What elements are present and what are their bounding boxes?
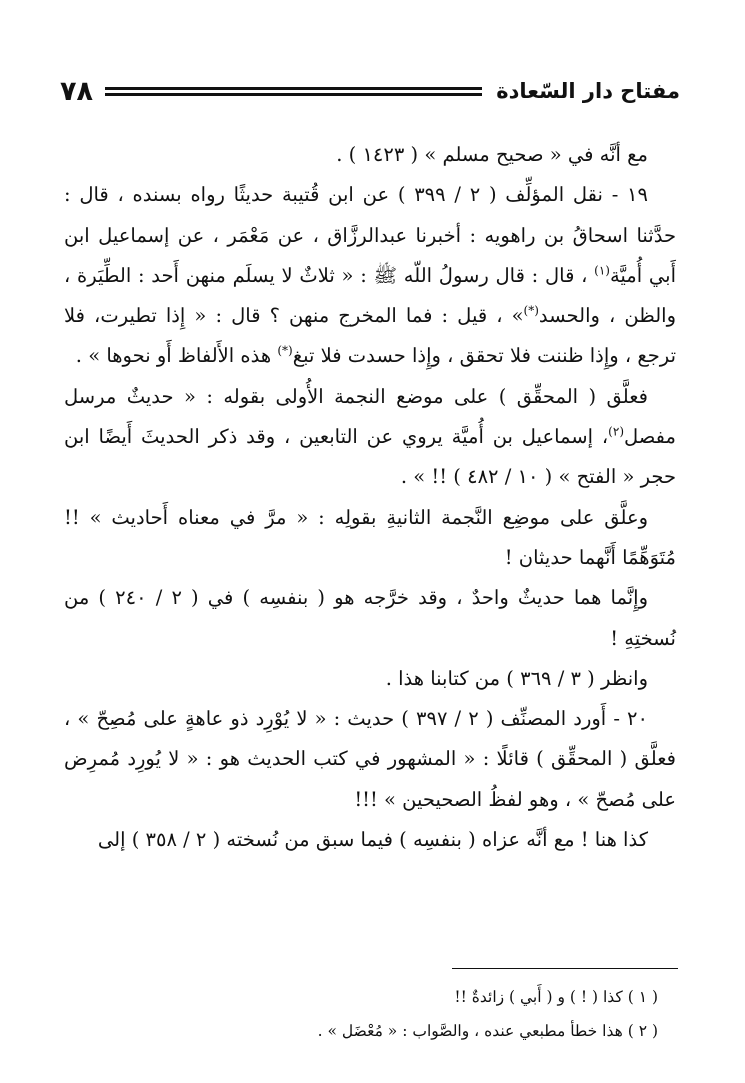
paragraph-2-text-d: هذه الأَلفاظ أَو نحوها » .	[75, 344, 278, 368]
page-number: ٧٨	[60, 75, 93, 107]
asterisk-ref-2: (*)	[277, 343, 293, 358]
header-rule-line-top	[105, 87, 482, 90]
asterisk-ref-1: (*)	[523, 303, 539, 318]
paragraph-8: كذا هنا ! مع أنَّه عزاه ( بنفسِه ) فيما سبق من نُسخته ( ٢ / ٣٥٨ ) إلى	[97, 828, 648, 852]
paragraph-5: وإِنَّما هما حديثٌ واحدٌ ، وقد خرَّجه هو ( بنفسِه ) في ( ٢ / ٢٤٠ ) من نُسختِهِ !	[64, 586, 676, 650]
paragraph-2	[64, 175, 676, 376]
header-rule-line-bottom	[105, 93, 482, 96]
footnote-1: ( ١ ) كذا ( ! ) و ( أَبي ) زائدةٌ !!	[454, 988, 658, 1006]
paragraph-6: وانظر ( ٣ / ٣٦٩ ) من كتابنا هذا .	[385, 666, 648, 690]
paragraph-1: مع أنَّه في « صحيح مسلم » ( ١٤٢٣ ) .	[336, 143, 648, 166]
paragraph-2-text-c: » ، قيل : فما المخرج منهن ؟ قال : « إِذا تطيرت، فلا ترجع ، وإِذا ظننت فلا تحقق ، وإِذا حسدت فلا تبغ	[64, 304, 676, 368]
paragraph-7: ٢٠ - أَورد المصنِّف ( ٢ / ٣٩٧ ) حديث : « لا يُوْرِد ذو عاهةٍ على مُصِحّ » ، فعلَّق ( المحقِّق ) قائلًا : « المشهور في كتب الحديث هو : « لا يُورِد مُمرِض على مُصحّ » ، وهو لفظُ الصحيحين » !!!	[64, 707, 676, 811]
footnote-separator	[452, 968, 678, 969]
page-header	[60, 74, 680, 108]
running-title: مفتاح دار السّعادة	[496, 79, 680, 103]
paragraph-2-text-a: ١٩ - نقل المؤلِّف ( ٢ / ٣٩٩ ) عن ابن قُتيبة حديثًا رواه بسنده ، قال : حدَّثنا اسحاقُ بن راهويه : أخبرنا عبدالرزَّاق ، عن مَعْمَر ، عن إسماعيل ابن أَبي أُميَّة	[64, 183, 676, 287]
footnote-ref-2: (٢)	[608, 424, 624, 439]
paragraph-3	[64, 377, 676, 498]
paragraph-4: وعلَّق على موضِع النَّجمة الثانيةِ بقولِه : « مرَّ في معناه أَحاديث » !! مُتَوَهِّمًا أَنَّهما حديثان !	[64, 505, 676, 569]
main-text	[64, 135, 676, 860]
paragraph-3-text-b: ، إسماعيل بن أُميَّة يروي عن التابعين ، وقد ذكر الحديثَ أَيضًا ابن حجر « الفتح » ( ١٠ / ٤٨٢ ) !! » .	[64, 425, 676, 489]
footnote-ref-1: (١)	[594, 263, 610, 278]
paragraph-2-text-b: ، قال : قال رسولُ اللّه ﷺ : « ثلاثٌ لا يسلَم منهن أَحد : الطِّيَرة ، والظن ، والحسد	[64, 263, 676, 328]
paragraph-3-text-a: فعلَّق ( المحقِّق ) على موضع النجمة الأُولى بقوله : « حديثٌ مرسل مفصل	[64, 384, 676, 449]
footnotes	[64, 980, 676, 1048]
header-rule	[105, 84, 482, 99]
footnote-2: ( ٢ ) هذا خطأ مطبعي عنده ، والصَّواب : « مُعْضَل » .	[317, 1022, 658, 1040]
